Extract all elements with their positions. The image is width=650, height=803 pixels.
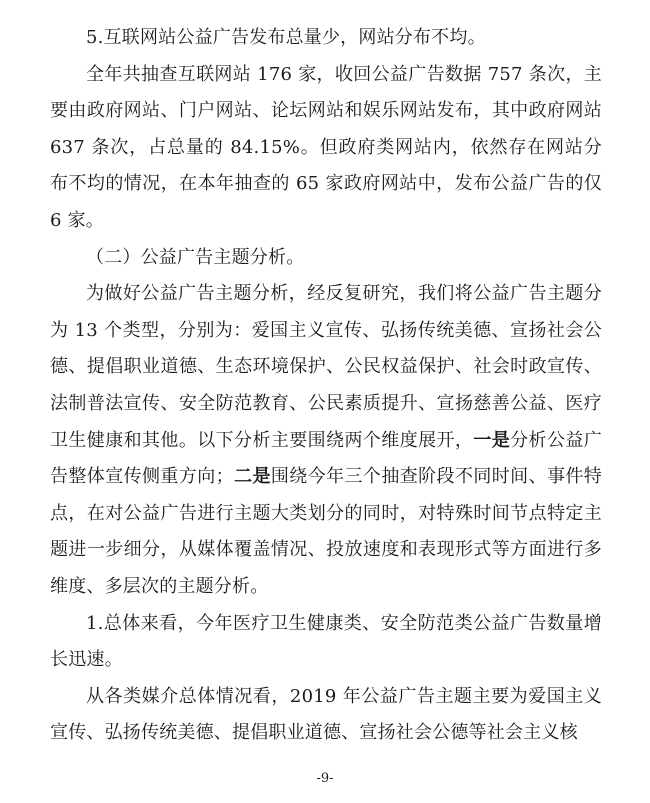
emphasis-second: 二是 [233,466,271,488]
page-number: -9- [316,771,334,786]
paragraph-text: 从各类媒介总体情况看，2019 年公益广告主题主要为爱国主义宣传、弘扬传统美德、提倡职业道德、宣扬社会公德等社会主义核 [50,685,602,744]
section-heading-theme-analysis [50,240,602,277]
section-heading-text: （二）公益广告主题分析。 [86,246,305,268]
paragraph-overall-trend-heading [50,606,602,679]
paragraph-website-summary-heading [50,20,602,57]
paragraph-text: 1.总体来看，今年医疗卫生健康类、安全防范类公益广告数量增长迅速。 [50,612,602,671]
paragraph-website-statistics [50,57,602,240]
document-body [50,20,602,752]
paragraph-text: 分析公益广告整体宣传侧重方向； [50,429,602,488]
paragraph-media-overview [50,679,602,752]
paragraph-text: 围绕今年三个抽查阶段不同时间、事件特点，在对公益广告进行主题大类划分的同时，对特殊时间节点特定主题进一步细分，从媒体覆盖情况、投放速度和表现形式等方面进行多维度、多层次的主题分析。 [50,466,602,597]
paragraph-text: 全年共抽查互联网站 176 家，收回公益广告数据 757 条次，主要由政府网站、门户网站、论坛网站和娱乐网站发布，其中政府网站 637 条次，占总量的 84.15%。但政府类网站内，依然存在网站分布不均的情况，在本年抽查的 65 家政府网站中，发布公益广告的仅 6 家。 [50,63,602,231]
paragraph-text: 5.互联网站公益广告发布总量少，网站分布不均。 [86,27,486,48]
paragraph-text: 为做好公益广告主题分析，经反复研究，我们将公益广告主题分为 13 个类型，分别为：爱国主义宣传、弘扬传统美德、宣扬社会公德、提倡职业道德、生态环境保护、公民权益保护、社会时政宣传、法制普法宣传、安全防范教育、公民素质提升、宣扬慈善公益、医疗卫生健康和其他。以下分析主要围绕两个维度展开， [50,283,602,451]
paragraph-theme-types [50,276,602,605]
emphasis-first: 一是 [473,429,511,451]
